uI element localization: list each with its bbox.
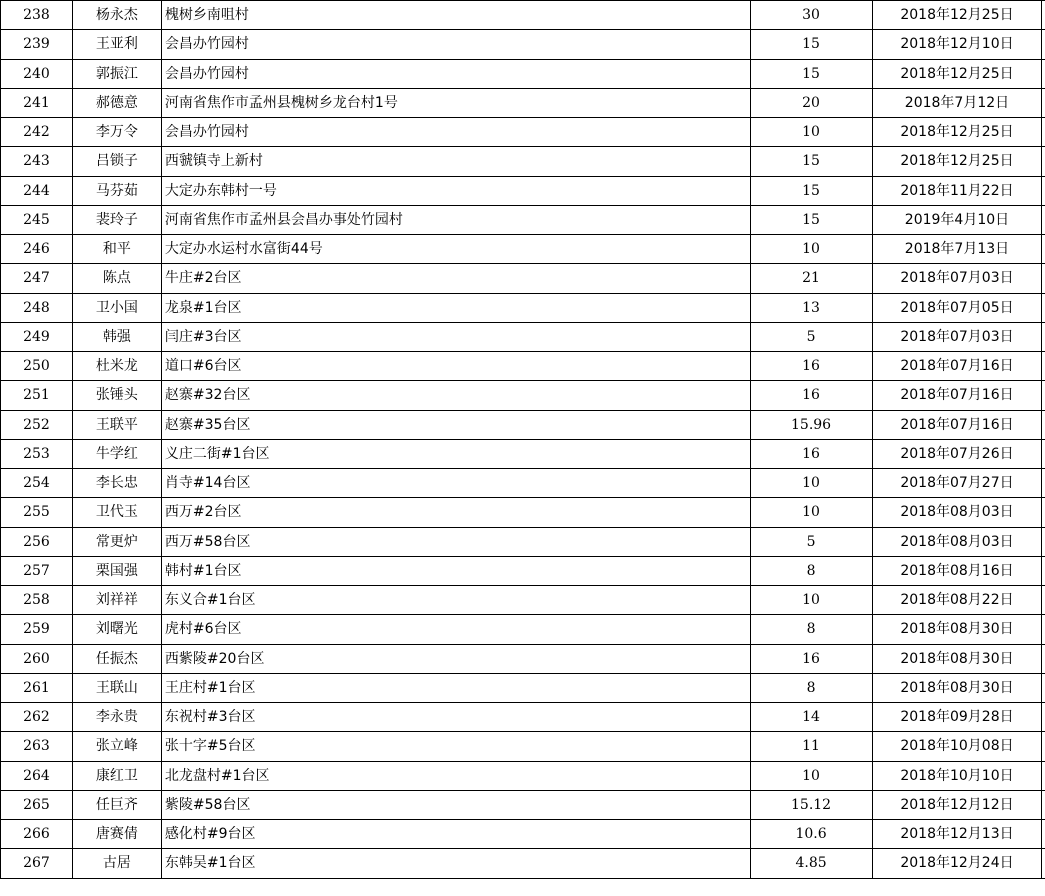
row-amount-cell: 5 bbox=[750, 527, 872, 556]
row-amount-cell: 15 bbox=[750, 59, 872, 88]
row-name-cell: 王联平 bbox=[72, 410, 161, 439]
row-address-cell: 义庄二街#1台区 bbox=[161, 439, 750, 468]
row-address-cell: 槐树乡南咀村 bbox=[161, 1, 750, 30]
row-address-cell: 闫庄#3台区 bbox=[161, 322, 750, 351]
row-address-cell: 会昌办竹园村 bbox=[161, 118, 750, 147]
row-id-cell: 244 bbox=[1, 176, 73, 205]
row-address-cell: 大定办水运村水富街44号 bbox=[161, 235, 750, 264]
row-name-cell: 张立峰 bbox=[72, 732, 161, 761]
row-amount-cell: 15 bbox=[750, 176, 872, 205]
row-id-cell: 253 bbox=[1, 439, 73, 468]
row-date-cell: 2018年08月03日 bbox=[872, 527, 1042, 556]
table-row bbox=[1, 59, 1045, 88]
row-amount-cell: 14 bbox=[750, 703, 872, 732]
table-row bbox=[1, 88, 1045, 117]
row-amount-cell: 4.85 bbox=[750, 849, 872, 878]
row-address-cell: 赵寨#32台区 bbox=[161, 381, 750, 410]
row-date-cell: 2018年10月08日 bbox=[872, 732, 1042, 761]
row-id-cell: 241 bbox=[1, 88, 73, 117]
row-id-cell: 266 bbox=[1, 820, 73, 849]
table-row bbox=[1, 1, 1045, 30]
row-address-cell: 感化村#9台区 bbox=[161, 820, 750, 849]
row-amount-cell: 8 bbox=[750, 556, 872, 585]
row-address-cell: 大定办东韩村一号 bbox=[161, 176, 750, 205]
table-row bbox=[1, 732, 1045, 761]
row-amount-cell: 10 bbox=[750, 498, 872, 527]
table-row bbox=[1, 498, 1045, 527]
table-row bbox=[1, 147, 1045, 176]
row-name-cell: 郭振江 bbox=[72, 59, 161, 88]
table-row bbox=[1, 381, 1045, 410]
table-body bbox=[1, 1, 1045, 879]
table-row bbox=[1, 761, 1045, 790]
row-amount-cell: 10 bbox=[750, 586, 872, 615]
table-row bbox=[1, 849, 1045, 878]
table-row bbox=[1, 410, 1045, 439]
row-date-cell: 2018年08月22日 bbox=[872, 586, 1042, 615]
row-name-cell: 王联山 bbox=[72, 673, 161, 702]
row-amount-cell: 10 bbox=[750, 118, 872, 147]
row-name-cell: 古居 bbox=[72, 849, 161, 878]
row-date-cell: 2018年12月13日 bbox=[872, 820, 1042, 849]
row-name-cell: 李永贵 bbox=[72, 703, 161, 732]
row-address-cell: 北龙盘村#1台区 bbox=[161, 761, 750, 790]
row-address-cell: 紫陵#58台区 bbox=[161, 790, 750, 819]
row-name-cell: 裴玲子 bbox=[72, 205, 161, 234]
row-address-cell: 西紫陵#20台区 bbox=[161, 644, 750, 673]
row-amount-cell: 10.6 bbox=[750, 820, 872, 849]
table-row bbox=[1, 235, 1045, 264]
row-date-cell: 2018年10月10日 bbox=[872, 761, 1042, 790]
table-row bbox=[1, 176, 1045, 205]
row-id-cell: 263 bbox=[1, 732, 73, 761]
row-address-cell: 会昌办竹园村 bbox=[161, 59, 750, 88]
row-date-cell: 2018年07月05日 bbox=[872, 293, 1042, 322]
row-date-cell: 2018年07月16日 bbox=[872, 381, 1042, 410]
row-date-cell: 2018年12月24日 bbox=[872, 849, 1042, 878]
row-name-cell: 牛学红 bbox=[72, 439, 161, 468]
row-name-cell: 刘祥祥 bbox=[72, 586, 161, 615]
row-name-cell: 刘曙光 bbox=[72, 615, 161, 644]
table-row bbox=[1, 205, 1045, 234]
row-amount-cell: 11 bbox=[750, 732, 872, 761]
row-name-cell: 卫小国 bbox=[72, 293, 161, 322]
row-amount-cell: 15 bbox=[750, 147, 872, 176]
row-id-cell: 252 bbox=[1, 410, 73, 439]
row-id-cell: 239 bbox=[1, 30, 73, 59]
row-id-cell: 267 bbox=[1, 849, 73, 878]
row-amount-cell: 10 bbox=[750, 469, 872, 498]
row-address-cell: 道口#6台区 bbox=[161, 352, 750, 381]
table-row bbox=[1, 644, 1045, 673]
table-row bbox=[1, 556, 1045, 585]
row-name-cell: 任巨齐 bbox=[72, 790, 161, 819]
row-date-cell: 2018年7月13日 bbox=[872, 235, 1042, 264]
row-name-cell: 杨永杰 bbox=[72, 1, 161, 30]
row-id-cell: 255 bbox=[1, 498, 73, 527]
table-row bbox=[1, 527, 1045, 556]
row-date-cell: 2018年08月30日 bbox=[872, 615, 1042, 644]
table-row bbox=[1, 469, 1045, 498]
row-name-cell: 李万令 bbox=[72, 118, 161, 147]
table-row bbox=[1, 703, 1045, 732]
row-date-cell: 2018年07月26日 bbox=[872, 439, 1042, 468]
row-address-cell: 张十字#5台区 bbox=[161, 732, 750, 761]
row-name-cell: 卫代玉 bbox=[72, 498, 161, 527]
row-date-cell: 2018年12月12日 bbox=[872, 790, 1042, 819]
table-row bbox=[1, 264, 1045, 293]
row-address-cell: 韩村#1台区 bbox=[161, 556, 750, 585]
row-address-cell: 东义合#1台区 bbox=[161, 586, 750, 615]
row-date-cell: 2018年07月16日 bbox=[872, 410, 1042, 439]
table-row bbox=[1, 118, 1045, 147]
row-id-cell: 245 bbox=[1, 205, 73, 234]
row-name-cell: 吕锁子 bbox=[72, 147, 161, 176]
row-amount-cell: 15.96 bbox=[750, 410, 872, 439]
row-name-cell: 王亚利 bbox=[72, 30, 161, 59]
row-amount-cell: 21 bbox=[750, 264, 872, 293]
row-address-cell: 肖寺#14台区 bbox=[161, 469, 750, 498]
row-name-cell: 张锤头 bbox=[72, 381, 161, 410]
row-amount-cell: 20 bbox=[750, 88, 872, 117]
row-address-cell: 虎村#6台区 bbox=[161, 615, 750, 644]
row-address-cell: 河南省焦作市孟州县会昌办事处竹园村 bbox=[161, 205, 750, 234]
row-amount-cell: 8 bbox=[750, 615, 872, 644]
row-date-cell: 2018年11月22日 bbox=[872, 176, 1042, 205]
row-date-cell: 2018年12月10日 bbox=[872, 30, 1042, 59]
row-address-cell: 赵寨#35台区 bbox=[161, 410, 750, 439]
row-amount-cell: 16 bbox=[750, 352, 872, 381]
row-amount-cell: 15 bbox=[750, 205, 872, 234]
row-name-cell: 和平 bbox=[72, 235, 161, 264]
table-row bbox=[1, 30, 1045, 59]
row-name-cell: 郝德意 bbox=[72, 88, 161, 117]
row-name-cell: 任振杰 bbox=[72, 644, 161, 673]
row-id-cell: 247 bbox=[1, 264, 73, 293]
row-id-cell: 257 bbox=[1, 556, 73, 585]
row-address-cell: 牛庄#2台区 bbox=[161, 264, 750, 293]
row-date-cell: 2018年08月30日 bbox=[872, 644, 1042, 673]
row-amount-cell: 10 bbox=[750, 761, 872, 790]
row-address-cell: 会昌办竹园村 bbox=[161, 30, 750, 59]
row-address-cell: 东韩吴#1台区 bbox=[161, 849, 750, 878]
row-date-cell: 2018年12月25日 bbox=[872, 147, 1042, 176]
row-id-cell: 238 bbox=[1, 1, 73, 30]
row-date-cell: 2018年7月12日 bbox=[872, 88, 1042, 117]
row-address-cell: 西万#2台区 bbox=[161, 498, 750, 527]
row-address-cell: 西虢镇寺上新村 bbox=[161, 147, 750, 176]
row-name-cell: 栗国强 bbox=[72, 556, 161, 585]
row-date-cell: 2018年12月25日 bbox=[872, 1, 1042, 30]
row-name-cell: 陈点 bbox=[72, 264, 161, 293]
row-date-cell: 2018年07月03日 bbox=[872, 264, 1042, 293]
row-id-cell: 250 bbox=[1, 352, 73, 381]
table-row bbox=[1, 615, 1045, 644]
row-amount-cell: 16 bbox=[750, 439, 872, 468]
row-date-cell: 2018年12月25日 bbox=[872, 118, 1042, 147]
row-id-cell: 264 bbox=[1, 761, 73, 790]
table-row bbox=[1, 790, 1045, 819]
row-id-cell: 260 bbox=[1, 644, 73, 673]
table-row bbox=[1, 820, 1045, 849]
row-address-cell: 东祝村#3台区 bbox=[161, 703, 750, 732]
row-name-cell: 康红卫 bbox=[72, 761, 161, 790]
row-date-cell: 2018年07月16日 bbox=[872, 352, 1042, 381]
row-amount-cell: 16 bbox=[750, 381, 872, 410]
table-row bbox=[1, 673, 1045, 702]
row-date-cell: 2018年09月28日 bbox=[872, 703, 1042, 732]
row-date-cell: 2018年07月27日 bbox=[872, 469, 1042, 498]
row-id-cell: 265 bbox=[1, 790, 73, 819]
row-id-cell: 248 bbox=[1, 293, 73, 322]
row-amount-cell: 15.12 bbox=[750, 790, 872, 819]
row-id-cell: 240 bbox=[1, 59, 73, 88]
row-date-cell: 2018年07月03日 bbox=[872, 322, 1042, 351]
row-id-cell: 249 bbox=[1, 322, 73, 351]
row-id-cell: 242 bbox=[1, 118, 73, 147]
row-amount-cell: 10 bbox=[750, 235, 872, 264]
table-row bbox=[1, 439, 1045, 468]
row-amount-cell: 30 bbox=[750, 1, 872, 30]
row-id-cell: 261 bbox=[1, 673, 73, 702]
row-address-cell: 龙泉#1台区 bbox=[161, 293, 750, 322]
row-name-cell: 李长忠 bbox=[72, 469, 161, 498]
table-row bbox=[1, 586, 1045, 615]
row-date-cell: 2019年4月10日 bbox=[872, 205, 1042, 234]
row-date-cell: 2018年08月16日 bbox=[872, 556, 1042, 585]
row-name-cell: 杜米龙 bbox=[72, 352, 161, 381]
row-id-cell: 254 bbox=[1, 469, 73, 498]
table-row bbox=[1, 352, 1045, 381]
row-id-cell: 256 bbox=[1, 527, 73, 556]
row-address-cell: 西万#58台区 bbox=[161, 527, 750, 556]
row-id-cell: 243 bbox=[1, 147, 73, 176]
row-date-cell: 2018年12月25日 bbox=[872, 59, 1042, 88]
row-name-cell: 唐赛倩 bbox=[72, 820, 161, 849]
row-amount-cell: 16 bbox=[750, 644, 872, 673]
row-address-cell: 王庄村#1台区 bbox=[161, 673, 750, 702]
row-date-cell: 2018年08月30日 bbox=[872, 673, 1042, 702]
row-address-cell: 河南省焦作市孟州县槐树乡龙台村1号 bbox=[161, 88, 750, 117]
row-id-cell: 259 bbox=[1, 615, 73, 644]
row-amount-cell: 13 bbox=[750, 293, 872, 322]
row-id-cell: 258 bbox=[1, 586, 73, 615]
row-id-cell: 262 bbox=[1, 703, 73, 732]
row-amount-cell: 8 bbox=[750, 673, 872, 702]
row-date-cell: 2018年08月03日 bbox=[872, 498, 1042, 527]
row-amount-cell: 5 bbox=[750, 322, 872, 351]
row-name-cell: 韩强 bbox=[72, 322, 161, 351]
table-row bbox=[1, 322, 1045, 351]
table-row bbox=[1, 293, 1045, 322]
row-name-cell: 常更炉 bbox=[72, 527, 161, 556]
row-id-cell: 246 bbox=[1, 235, 73, 264]
row-amount-cell: 15 bbox=[750, 30, 872, 59]
row-id-cell: 251 bbox=[1, 381, 73, 410]
row-name-cell: 马芬茹 bbox=[72, 176, 161, 205]
